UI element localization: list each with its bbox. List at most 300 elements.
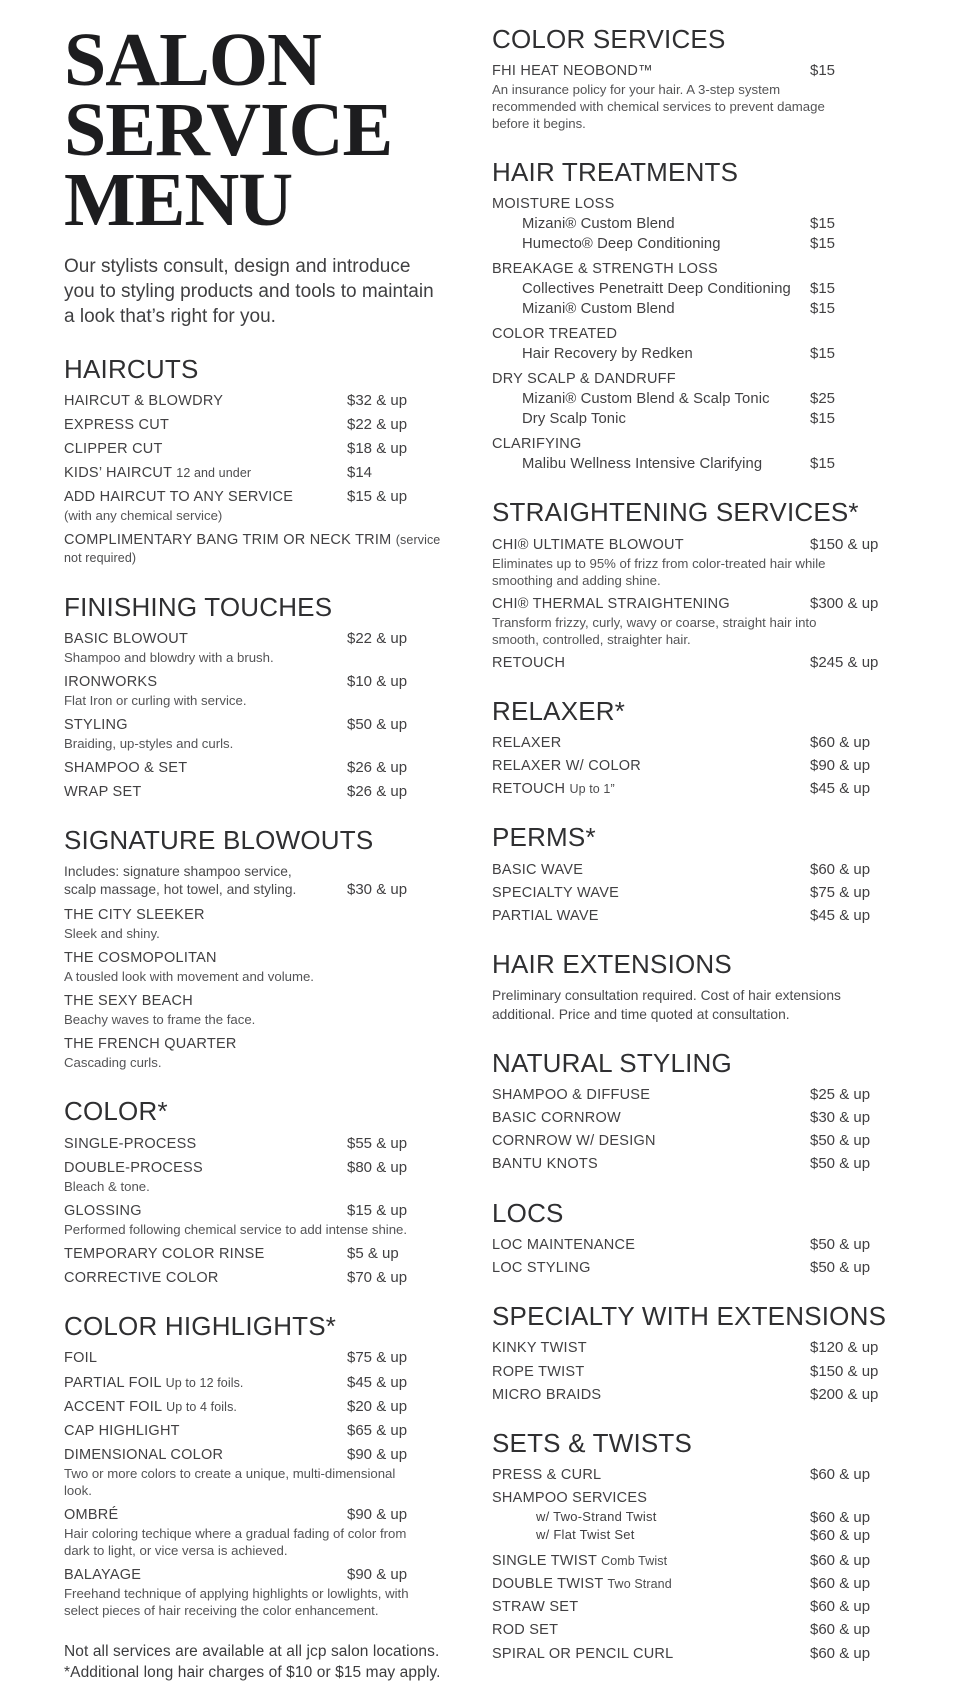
service-row-block	[64, 1202, 442, 1239]
service-name-line	[492, 1552, 806, 1570]
service-group-header: CLARIFYING	[492, 436, 582, 453]
service-row-block	[492, 1155, 894, 1173]
menu-column-left	[64, 18, 442, 1681]
service-name-line	[64, 949, 442, 967]
service-row	[64, 1135, 442, 1153]
menu-section	[64, 591, 442, 802]
service-price: $60 & up	[810, 860, 871, 878]
service-name-line	[64, 1422, 343, 1440]
service-suffix: Up to 1”	[569, 782, 615, 797]
service-name: BALAYAGE	[64, 1566, 142, 1583]
menu-section	[492, 1427, 894, 1663]
service-group	[492, 1489, 894, 1545]
service-group-header: SHAMPOO SERVICES	[492, 1490, 648, 1507]
service-row-block	[64, 531, 442, 567]
service-name: GLOSSING	[64, 1202, 142, 1219]
menu-section	[492, 1047, 894, 1174]
service-price: $300 & up	[810, 594, 879, 612]
service-name-line	[64, 783, 343, 801]
service-price: $15	[810, 455, 836, 472]
service-row-block	[64, 392, 442, 410]
service-name: w/ Two-Strand Twist	[536, 1509, 657, 1525]
menu-section	[64, 1098, 442, 1287]
service-name-line	[492, 536, 806, 554]
service-row-block	[492, 780, 894, 798]
service-group-header: DRY SCALP & DANDRUFF	[492, 371, 676, 388]
service-name-line	[64, 1349, 343, 1367]
service-name-line	[492, 1109, 806, 1127]
service-price: $15	[810, 62, 836, 80]
service-price: $15 & up	[347, 1201, 408, 1219]
service-name: IRONWORKS	[64, 673, 158, 690]
service-price: $90 & up	[347, 1565, 408, 1583]
service-row-block	[64, 759, 442, 777]
service-name-line	[492, 861, 806, 879]
service-price: $5 & up	[347, 1244, 399, 1262]
service-desc: Bleach & tone.	[64, 1178, 150, 1194]
service-name-line	[492, 1645, 806, 1663]
section-title: PERMS*	[492, 822, 596, 853]
service-desc: A tousled look with movement and volume.	[64, 969, 314, 985]
service-name: ROD SET	[492, 1622, 559, 1639]
service-row-block	[64, 440, 442, 458]
service-name: CAP HIGHLIGHT	[64, 1422, 180, 1439]
service-row	[64, 1159, 442, 1177]
service-price: $15	[810, 299, 836, 317]
service-row	[64, 1566, 442, 1584]
footer-line-2: *Additional long hair charges of $10 or $15 may apply.	[64, 1663, 441, 1681]
service-name: CHI® ULTIMATE BLOWOUT	[492, 536, 684, 553]
service-name: STRAW SET	[492, 1599, 579, 1616]
service-name: CORRECTIVE COLOR	[64, 1269, 219, 1286]
service-name-line	[492, 1466, 806, 1484]
service-name-line	[492, 734, 806, 752]
service-name-line	[492, 1386, 806, 1404]
section-lead-line: Includes: signature shampoo service,	[64, 864, 292, 880]
service-name: Malibu Wellness Intensive Clarifying	[522, 456, 763, 472]
service-name-line	[492, 280, 806, 298]
service-row-block	[492, 757, 894, 775]
service-name: THE COSMOPOLITAN	[64, 950, 217, 967]
service-suffix: Comb Twist	[601, 1554, 668, 1569]
service-row	[492, 1109, 894, 1127]
service-price: $15	[810, 215, 836, 233]
service-row	[64, 1422, 442, 1440]
service-row-block	[64, 1135, 442, 1153]
service-row	[64, 949, 442, 967]
service-group-header: BREAKAGE & STRENGTH LOSS	[492, 261, 718, 278]
service-name-line	[64, 992, 442, 1010]
service-group-header: COLOR TREATED	[492, 326, 618, 343]
service-name: COMPLIMENTARY BANG TRIM OR NECK TRIM	[64, 532, 392, 549]
service-name-line	[64, 440, 343, 458]
service-name: RELAXER W/ COLOR	[492, 758, 642, 775]
service-name: RETOUCH	[492, 781, 566, 798]
service-name: MICRO BRAIDS	[492, 1386, 602, 1403]
service-price: $50 & up	[810, 1258, 871, 1276]
service-row-block	[64, 992, 442, 1029]
service-price: $55 & up	[347, 1134, 408, 1152]
service-name: ADD HAIRCUT TO ANY SERVICE	[64, 489, 294, 506]
service-desc: Flat Iron or curling with service.	[64, 693, 247, 709]
service-row	[64, 1446, 442, 1464]
service-row	[492, 780, 894, 798]
service-name: SHAMPOO & DIFFUSE	[492, 1087, 651, 1104]
service-row-block	[492, 595, 894, 649]
service-name: KINKY TWIST	[492, 1340, 587, 1357]
section-title: RELAXER*	[492, 695, 626, 726]
service-row-block	[64, 1566, 442, 1620]
service-desc: Freehand technique of applying highlights or lowlights, with select pieces of hair receiving the color enhancement.	[64, 1585, 409, 1618]
service-price: $15	[810, 234, 836, 252]
left-sections	[64, 353, 442, 1620]
service-name-line	[492, 410, 806, 428]
title-line-3: MENU	[64, 157, 293, 242]
service-row	[492, 1575, 894, 1593]
section-title: SPECIALTY WITH EXTENSIONS	[492, 1301, 887, 1332]
service-name: LOC STYLING	[492, 1259, 591, 1276]
service-row-block	[64, 949, 442, 986]
service-name: HAIRCUT & BLOWDRY	[64, 392, 224, 409]
service-price: $50 & up	[810, 1235, 871, 1253]
service-row-block	[64, 1506, 442, 1560]
service-row	[492, 1466, 894, 1484]
service-name-line	[64, 1245, 343, 1263]
service-price: $60 & up	[810, 1644, 871, 1662]
service-name: KIDS’ HAIRCUT	[64, 465, 172, 482]
service-name: WRAP SET	[64, 784, 142, 801]
section-title: SIGNATURE BLOWOUTS	[64, 825, 374, 856]
service-row-block	[492, 884, 894, 902]
service-row-block	[492, 1109, 894, 1127]
footer-line-1: Not all services are available at all jcp salon locations.	[64, 1642, 440, 1660]
service-row	[64, 1035, 442, 1053]
section-title: STRAIGHTENING SERVICES*	[492, 497, 859, 528]
service-row-block	[492, 734, 894, 752]
service-name: LOC MAINTENANCE	[492, 1236, 636, 1253]
service-row	[492, 455, 894, 473]
menu-section	[492, 951, 894, 1024]
menu-section	[492, 159, 894, 473]
section-title: HAIR EXTENSIONS	[492, 949, 732, 980]
service-row-block	[492, 654, 894, 672]
service-price: $15 & up	[347, 488, 408, 506]
service-row	[492, 861, 894, 879]
service-row	[492, 907, 894, 925]
section-title: FINISHING TOUCHES	[64, 591, 333, 622]
menu-section	[64, 1313, 442, 1620]
service-price: $245 & up	[810, 653, 879, 671]
service-row	[492, 1621, 894, 1639]
service-name: BASIC CORNROW	[492, 1110, 621, 1127]
section-lead	[64, 863, 442, 899]
service-name: PARTIAL WAVE	[492, 907, 599, 924]
section-lead-lines	[64, 863, 343, 899]
service-name-line	[492, 390, 806, 408]
service-price: $50 & up	[347, 715, 408, 733]
service-desc: Sleek and shiny.	[64, 926, 160, 942]
service-price: $15	[810, 344, 836, 362]
service-row	[492, 536, 894, 554]
service-row	[492, 1552, 894, 1570]
service-suffix: 12 and under	[176, 466, 252, 481]
service-price: $45 & up	[810, 906, 871, 924]
service-row	[492, 390, 894, 408]
service-name-line	[492, 907, 806, 925]
service-group-header: MOISTURE LOSS	[492, 196, 615, 213]
service-row-block	[64, 906, 442, 943]
service-row	[492, 1509, 894, 1527]
service-name-line	[64, 1159, 343, 1177]
service-name-line	[492, 884, 806, 902]
service-row	[492, 1155, 894, 1173]
service-price: $20 & up	[347, 1397, 408, 1415]
service-price: $25 & up	[810, 1086, 871, 1104]
service-name-line	[492, 1236, 806, 1254]
service-name-line	[64, 1269, 343, 1287]
service-desc: Hair coloring techique where a gradual fading of color from dark to light, or vice versa is achieved.	[64, 1525, 407, 1558]
service-name-line	[64, 392, 343, 410]
service-name-line	[492, 1621, 806, 1639]
service-name-line	[64, 1374, 343, 1392]
service-row	[492, 654, 894, 672]
service-row	[492, 884, 894, 902]
menu-section	[492, 499, 894, 671]
service-name: FHI HEAT NEOBOND™	[492, 63, 653, 80]
service-name: CLIPPER CUT	[64, 441, 163, 458]
service-row-block	[64, 488, 442, 525]
menu-section	[492, 695, 894, 799]
service-name-line	[64, 759, 343, 777]
service-row-block	[64, 1035, 442, 1072]
intro-text: Our stylists consult, design and introduce you to styling products and tools to maintain a look that’s right for you.	[64, 255, 434, 328]
service-price: $30 & up	[347, 881, 408, 899]
service-row	[492, 1132, 894, 1150]
menu-section	[492, 1197, 894, 1278]
service-price: $32 & up	[347, 391, 408, 409]
service-price: $90 & up	[347, 1445, 408, 1463]
service-name: DOUBLE-PROCESS	[64, 1159, 203, 1176]
service-name: Mizani® Custom Blend & Scalp Tonic	[522, 391, 770, 408]
service-price: $60 & up	[810, 1466, 871, 1484]
service-price: $26 & up	[347, 758, 408, 776]
section-title: HAIRCUTS	[64, 353, 199, 384]
service-row-block	[64, 630, 442, 667]
service-name-line	[492, 1598, 806, 1616]
service-name: ROPE TWIST	[492, 1363, 585, 1380]
service-desc: Two or more colors to create a unique, multi-dimensional look.	[64, 1466, 396, 1498]
service-row	[64, 531, 442, 567]
service-name-line	[64, 906, 442, 924]
title-line-1: SALON	[64, 18, 321, 102]
service-price: $15	[810, 409, 836, 427]
service-row-block	[492, 1132, 894, 1150]
service-price: $120 & up	[810, 1339, 879, 1357]
service-row-block	[64, 1374, 442, 1392]
service-row-block	[492, 1552, 894, 1570]
service-name: SINGLE-PROCESS	[64, 1135, 197, 1152]
service-row	[64, 716, 442, 734]
service-row	[492, 1527, 894, 1545]
service-name: RETOUCH	[492, 654, 566, 671]
service-name: DOUBLE TWIST	[492, 1576, 604, 1593]
service-name-line	[64, 1446, 343, 1464]
service-row-block	[64, 464, 442, 482]
service-price: $65 & up	[347, 1421, 408, 1439]
service-price: $75 & up	[347, 1349, 408, 1367]
service-desc: Performed following chemical service to add intense shine.	[64, 1221, 408, 1237]
service-name-line	[492, 595, 806, 613]
service-row-block	[492, 1339, 894, 1357]
service-price: $150 & up	[810, 1362, 879, 1380]
menu-section	[64, 353, 442, 568]
service-name: FOIL	[64, 1350, 98, 1367]
service-row-block	[492, 1598, 894, 1616]
service-name-line	[492, 1509, 806, 1525]
service-name: Mizani® Custom Blend	[522, 216, 675, 233]
service-name: Hair Recovery by Redken	[522, 345, 693, 362]
service-price: $60 & up	[810, 1621, 871, 1639]
service-row	[64, 416, 442, 434]
section-title: COLOR*	[64, 1096, 168, 1127]
service-desc: Beachy waves to frame the face.	[64, 1012, 256, 1028]
section-title: COLOR SERVICES	[492, 24, 726, 54]
service-name: TEMPORARY COLOR RINSE	[64, 1245, 265, 1262]
service-price: $60 & up	[810, 1552, 871, 1570]
service-row	[64, 630, 442, 648]
service-price: $15	[810, 280, 836, 298]
service-row	[492, 1598, 894, 1616]
service-price: $60 & up	[810, 734, 871, 752]
service-name: BANTU KNOTS	[492, 1156, 598, 1173]
service-row	[492, 280, 894, 298]
service-price: $50 & up	[810, 1132, 871, 1150]
section-note: Preliminary consultation required. Cost of hair extensions additional. Price and time quoted at consultation.	[492, 988, 841, 1022]
service-row-block	[492, 1259, 894, 1277]
service-name-line	[492, 1086, 806, 1104]
service-row	[64, 673, 442, 691]
service-row-block	[64, 1349, 442, 1367]
service-price: $14	[347, 464, 373, 482]
service-price: $45 & up	[810, 780, 871, 798]
service-row-block	[492, 1236, 894, 1254]
service-row-block	[492, 1086, 894, 1104]
service-row-block	[492, 62, 894, 133]
menu-section	[64, 827, 442, 1072]
service-name: STYLING	[64, 716, 128, 733]
service-name-line	[64, 1398, 343, 1416]
service-name: RELAXER	[492, 735, 562, 752]
service-row	[492, 595, 894, 613]
service-name-line	[492, 654, 806, 672]
service-price: $90 & up	[810, 757, 871, 775]
service-row	[492, 62, 894, 80]
service-name-line	[492, 1339, 806, 1357]
service-row	[492, 1259, 894, 1277]
service-name: EXPRESS CUT	[64, 416, 170, 433]
title-line-2: SERVICE	[64, 87, 393, 172]
service-name: SPECIALTY WAVE	[492, 884, 620, 901]
service-name: Collectives Penetraitt Deep Conditioning	[522, 281, 791, 298]
service-row	[64, 464, 442, 482]
service-name: w/ Flat Twist Set	[536, 1527, 635, 1543]
service-row	[492, 1236, 894, 1254]
service-name-line	[64, 1566, 343, 1584]
section-title: COLOR HIGHLIGHTS*	[64, 1311, 337, 1342]
service-name-line	[64, 531, 442, 567]
service-desc: An insurance policy for your hair. A 3-step system recommended with chemical services to prevent damage before it begins.	[492, 82, 825, 132]
service-name-line	[492, 1259, 806, 1277]
service-name-line	[492, 757, 806, 775]
service-row	[64, 1398, 442, 1416]
service-name: DIMENSIONAL COLOR	[64, 1446, 224, 1463]
service-price: $80 & up	[347, 1158, 408, 1176]
service-price: $60 & up	[810, 1509, 871, 1527]
service-suffix: (service not required)	[64, 533, 441, 566]
menu-section	[492, 1303, 894, 1404]
service-row-block	[64, 716, 442, 753]
service-group	[492, 325, 894, 363]
service-row	[64, 488, 442, 506]
service-name-line	[64, 464, 343, 482]
service-name: THE SEXY BEACH	[64, 993, 193, 1010]
service-row	[64, 1245, 442, 1263]
service-row-block	[492, 1386, 894, 1404]
service-row-block	[492, 1645, 894, 1663]
menu-section	[492, 824, 894, 925]
service-row	[64, 1506, 442, 1524]
service-row	[492, 734, 894, 752]
service-name-line	[64, 1202, 343, 1220]
service-name-line	[492, 300, 806, 318]
service-row	[492, 235, 894, 253]
service-row-block	[492, 1466, 894, 1484]
service-name-line	[492, 1132, 806, 1150]
service-row	[492, 1645, 894, 1663]
service-row	[64, 392, 442, 410]
service-price: $50 & up	[810, 1155, 871, 1173]
service-name-line	[64, 716, 343, 734]
service-name-line	[492, 215, 806, 233]
service-row-block	[492, 536, 894, 590]
service-name-line	[492, 1155, 806, 1173]
service-row-block	[64, 1159, 442, 1196]
service-price: $60 & up	[810, 1575, 871, 1593]
section-title: HAIR TREATMENTS	[492, 157, 739, 188]
service-row	[64, 783, 442, 801]
service-name: Mizani® Custom Blend	[522, 300, 675, 317]
right-sections	[492, 26, 894, 1663]
service-name: PRESS & CURL	[492, 1467, 602, 1484]
service-row	[64, 759, 442, 777]
service-name: CHI® THERMAL STRAIGHTENING	[492, 595, 730, 612]
service-row	[492, 300, 894, 318]
service-row	[492, 410, 894, 428]
service-price: $60 & up	[810, 1598, 871, 1616]
section-title: LOCS	[492, 1197, 564, 1228]
service-desc: Transform frizzy, curly, wavy or coarse, straight hair into smooth, controlled, straighter hair.	[492, 614, 817, 647]
service-row	[64, 1202, 442, 1220]
service-group	[492, 260, 894, 318]
service-row-block	[492, 861, 894, 879]
service-name-line	[492, 455, 806, 473]
service-price: $22 & up	[347, 629, 408, 647]
menu-column-right	[492, 24, 894, 1662]
service-name: Dry Scalp Tonic	[522, 410, 627, 427]
service-row	[492, 1086, 894, 1104]
service-suffix: Up to 4 foils.	[166, 1399, 237, 1414]
service-row-block	[492, 907, 894, 925]
